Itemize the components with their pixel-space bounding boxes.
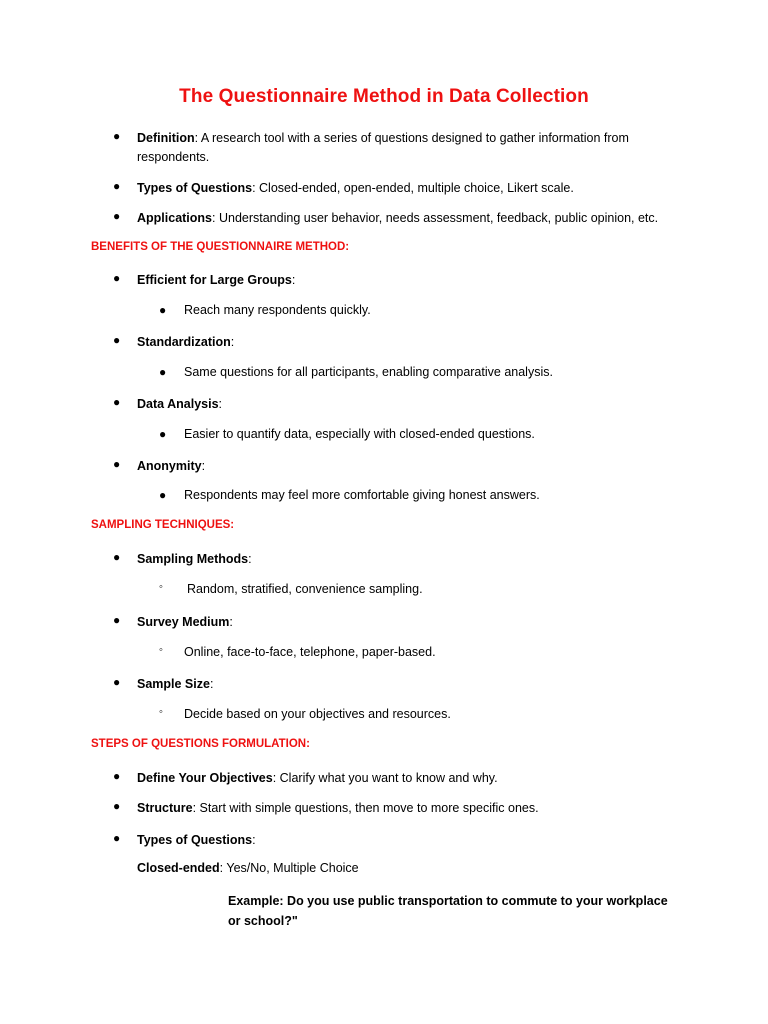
closed-ended-line [137, 861, 359, 875]
section-heading-sampling: SAMPLING TECHNIQUES: [91, 519, 235, 531]
bullet-text: : [252, 833, 256, 847]
bullet-icon: ● [113, 209, 121, 223]
bullet-term: Structure [137, 801, 193, 815]
bullet-term: Data Analysis [137, 397, 219, 411]
bullet-text: : Clarify what you want to know and why. [272, 771, 498, 785]
hollow-bullet-icon: ◦ [159, 706, 163, 718]
bullet-term: Definition [137, 131, 195, 145]
bullet-text: : Understanding user behavior, needs assessment, feedback, public opinion, etc. [212, 211, 659, 225]
bullet-text: : [218, 397, 223, 411]
bullet-text: : [201, 459, 206, 473]
bullet-icon: ● [113, 799, 121, 813]
bullet-term: Efficient for Large Groups [137, 273, 292, 287]
bullet-text: : Start with simple questions, then move to more specific ones. [192, 801, 539, 815]
bullet-icon: ● [159, 488, 167, 502]
bullet-icon: ● [113, 129, 121, 143]
sub-bullet-text: Reach many respondents quickly. [184, 303, 371, 317]
section-heading-benefits: BENEFITS OF THE QUESTIONNAIRE METHOD: [91, 241, 350, 253]
example-question: Example: Do you use public transportation to commute to your workplace or school?" [228, 894, 668, 928]
sub-bullet-text: Decide based on your objectives and resources. [184, 707, 451, 721]
bullet-icon: ● [113, 333, 121, 347]
bullet-text: : [248, 552, 252, 566]
bullet-icon: ● [113, 395, 121, 409]
sub-bullet-text: Online, face-to-face, telephone, paper-based. [184, 645, 436, 659]
bullet-icon: ● [113, 179, 121, 193]
bullet-term: Sample Size [137, 677, 210, 691]
page-title: The Questionnaire Method in Data Collection [179, 86, 589, 107]
bullet-term: Anonymity [137, 459, 202, 473]
bullet-term: Types of Questions [137, 833, 253, 847]
hollow-bullet-icon: ◦ [159, 581, 163, 593]
bullet-icon: ● [159, 303, 167, 317]
bullet-icon: ● [113, 831, 121, 845]
bullet-icon: ● [159, 365, 167, 379]
closed-ended-text: : Yes/No, Multiple Choice [219, 861, 359, 875]
bullet-icon: ● [113, 769, 121, 783]
hollow-bullet-icon: ◦ [159, 644, 163, 656]
bullet-icon: ● [113, 613, 121, 627]
bullet-term: Survey Medium [137, 615, 230, 629]
bullet-icon: ● [113, 675, 121, 689]
sub-bullet-text: Same questions for all participants, enabling comparative analysis. [184, 365, 553, 379]
bullet-term: Standardization [137, 335, 231, 349]
bullet-text: : [229, 615, 233, 629]
bullet-term: Define Your Objectives [137, 771, 273, 785]
bullet-text: : [209, 677, 214, 691]
bullet-icon: ● [113, 550, 121, 564]
bullet-term: Sampling Methods [137, 552, 249, 566]
section-heading-steps: STEPS OF QUESTIONS FORMULATION: [91, 738, 310, 750]
sub-bullet-text: Respondents may feel more comfortable giving honest answers. [184, 488, 540, 502]
bullet-text: : [230, 335, 235, 349]
bullet-text: : [291, 273, 296, 287]
bullet-icon: ● [113, 271, 121, 285]
sub-bullet-text: Easier to quantify data, especially with closed-ended questions. [184, 427, 535, 441]
bullet-text: : Closed-ended, open-ended, multiple choice, Likert scale. [252, 181, 574, 195]
sub-bullet-text: Random, stratified, convenience sampling. [187, 582, 423, 596]
bullet-term: Applications [137, 211, 213, 225]
bullet-term: Types of Questions [137, 181, 253, 195]
bullet-icon: ● [113, 457, 121, 471]
bullet-icon: ● [159, 427, 167, 441]
bullet-text: : A research tool with a series of questions designed to gather information from respondents. [137, 131, 629, 164]
closed-ended-term: Closed-ended [137, 861, 220, 875]
